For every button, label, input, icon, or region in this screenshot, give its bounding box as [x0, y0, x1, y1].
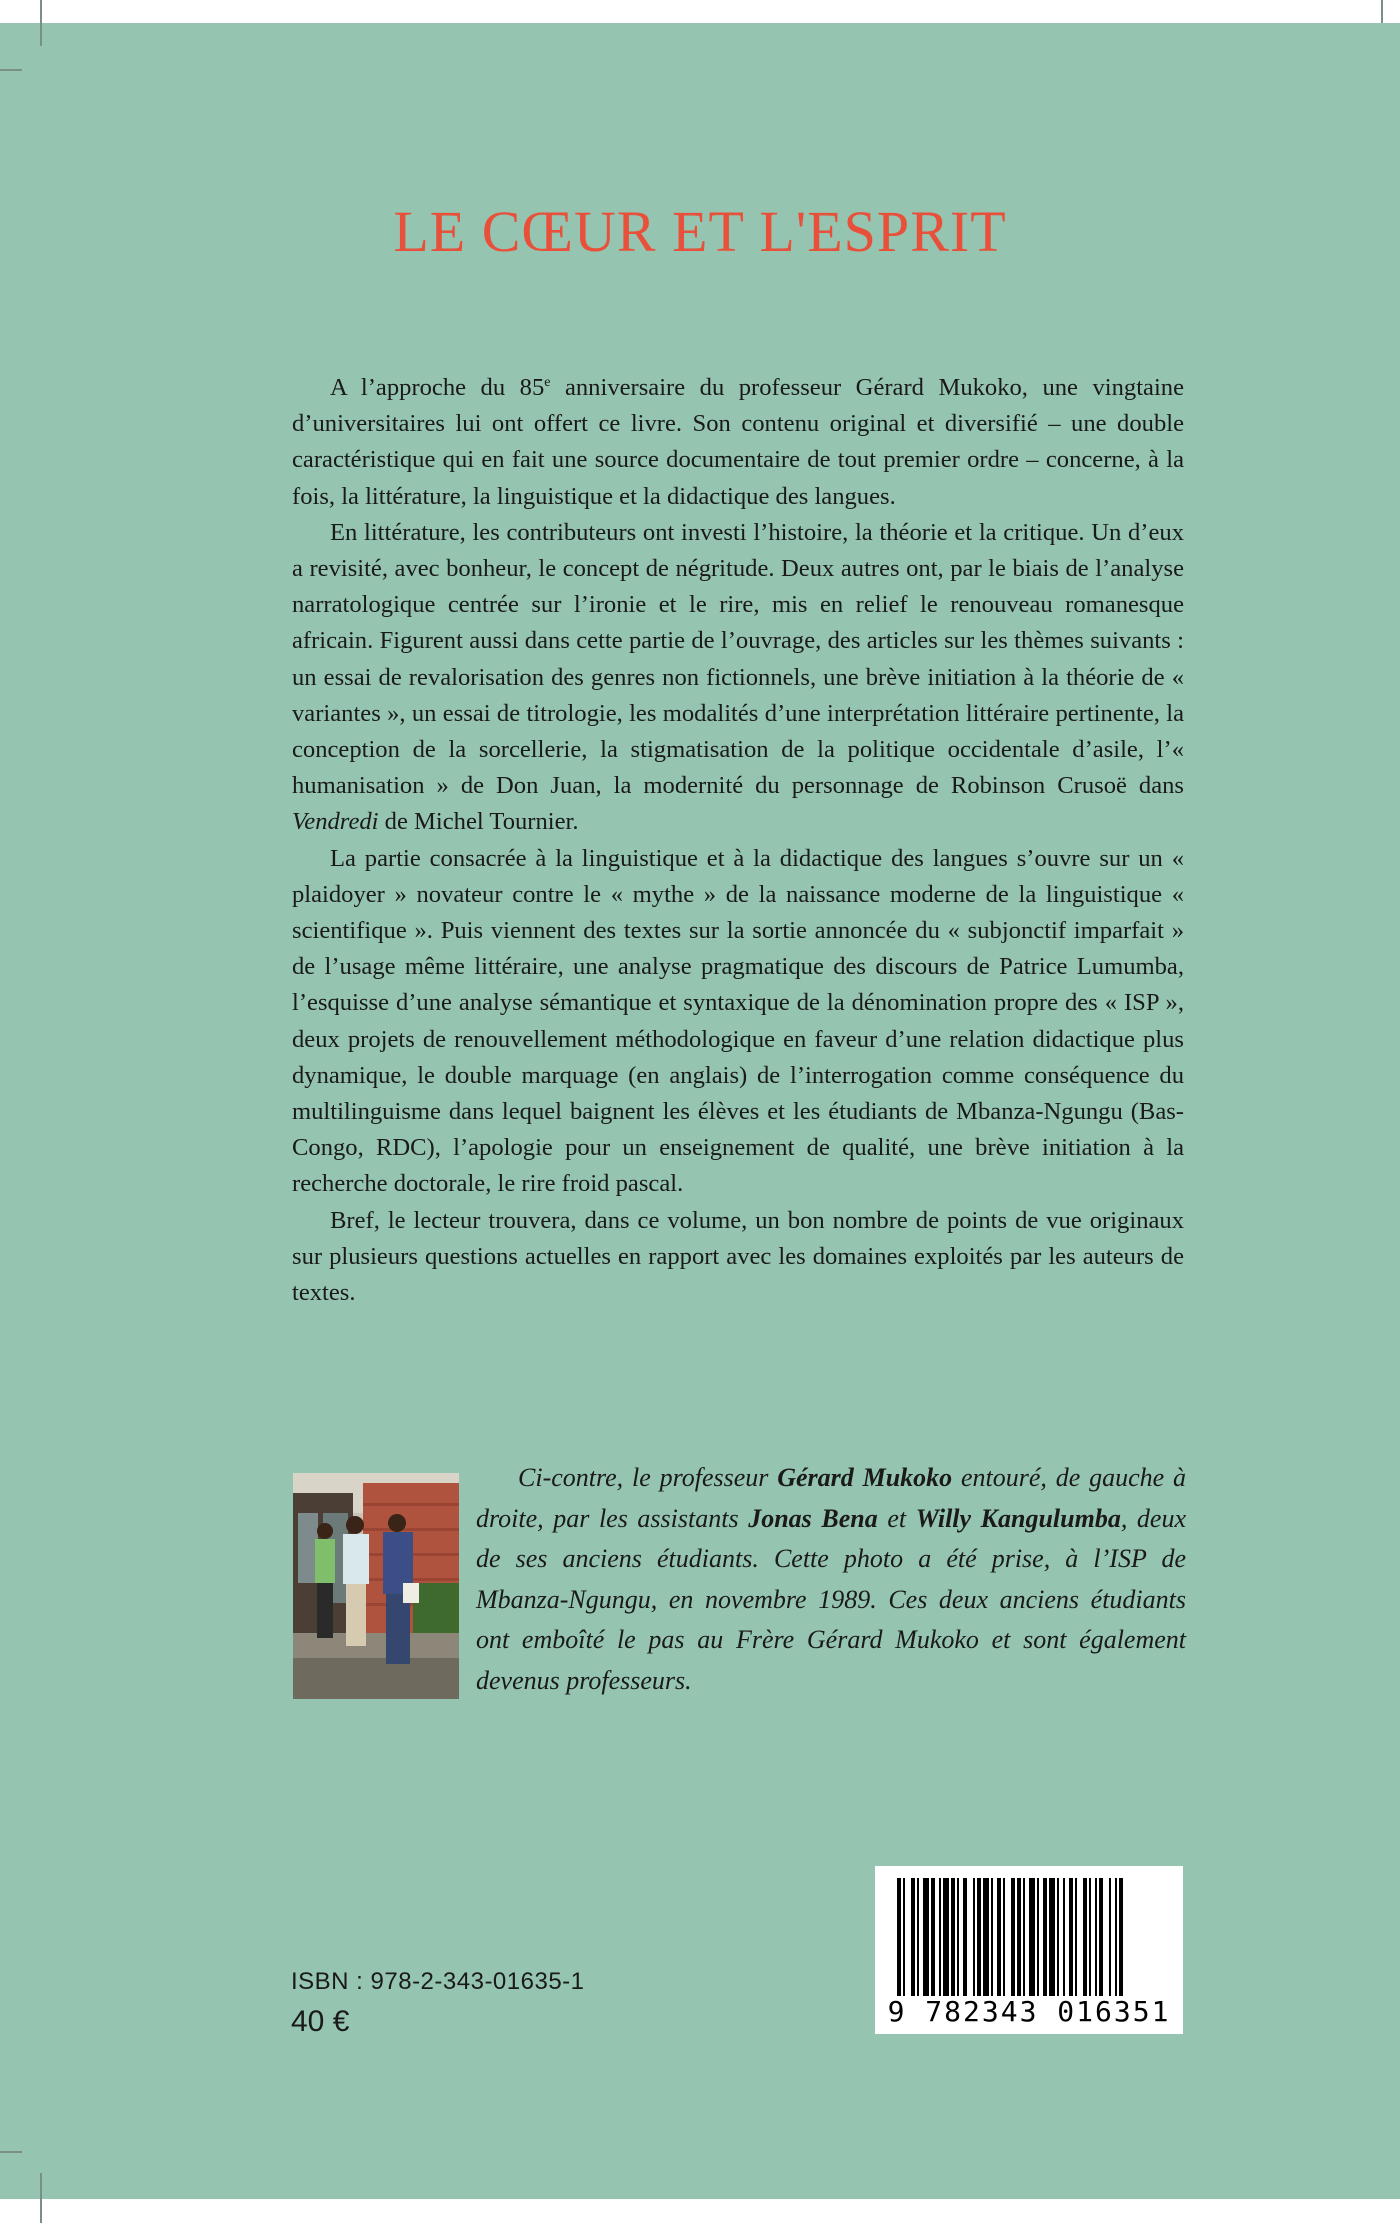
- isbn-number: ISBN : 978-2-343-01635-1: [291, 1968, 585, 1995]
- barcode-bars: [875, 1866, 1183, 1996]
- crop-mark-top-right: [1381, 0, 1383, 23]
- back-cover-summary: [292, 370, 1184, 1311]
- caption-name-gerard-mukoko: Gérard Mukoko: [777, 1463, 953, 1492]
- barcode: [875, 1866, 1183, 2034]
- author-photo: [293, 1473, 459, 1699]
- crop-mark-bottom-left: [40, 2173, 42, 2223]
- book-title: LE CŒUR ET L'ESPRIT: [393, 199, 1007, 264]
- price: 40 €: [291, 2005, 350, 2038]
- crop-mark-left-bottom: [0, 2151, 22, 2153]
- author-photo-image: [293, 1473, 459, 1699]
- summary-paragraph-2: En littérature, les contributeurs ont investi l’histoire, la théorie et la critique. Un d’eux a revisité, avec bonheur, le concept de négritude. Deux autres ont, par le biais de l’analyse narratologique centrée sur l’ironie et le rire, mis en relief le renouveau romanesque africain. Figurent aussi dans cette partie de l’ouvrage, des articles sur les thèmes suivants : un essai de revalorisation des genres non fictionnels, une brève initiation à la théorie de « variantes », un essai de titrologie, les modalités d’une interprétation littéraire pertinente, la conception de la sorcellerie, la stigmatisation de la politique occidentale d’asile, l’« humanisation » de Don Juan, la modernité du personnage de Robinson Crusoë dans Vendredi de Michel Tournier.: [292, 518, 1184, 836]
- summary-paragraph-4: Bref, le lecteur trouvera, dans ce volume, un bon nombre de points de vue originaux sur plusieurs questions actuelles en rapport avec les domaines exploités par les auteurs de textes.: [292, 1206, 1184, 1307]
- caption-name-jonas-bena: Jonas Bena: [748, 1503, 878, 1533]
- crop-mark-left-top: [0, 69, 22, 71]
- summary-paragraph-3: La partie consacrée à la linguistique et à la didactique des langues s’ouvre sur un « plaidoyer » novateur contre le « mythe » de la naissance moderne de la linguistique « scientifique ». Puis viennent des textes sur la sortie annoncée du « subjonctif imparfait » de l’usage même littéraire, une analyse pragmatique des discours de Patrice Lumumba, l’esquisse d’une analyse sémantique et syntaxique de la dénomination propre des « ISP », deux projets de renouvellement méthodologique en faveur d’une relation didactique plus dynamique, le double marquage (en anglais) de l’interrogation comme conséquence du multilinguisme dans lequel baignent les élèves et les étudiants de Mbanza-Ngungu (Bas-Congo, RDC), l’apologie pour un enseignement de qualité, une brève initiation à la recherche doctorale, le rire froid pascal.: [292, 844, 1184, 1198]
- summary-paragraph-1: A l’approche du 85e anniversaire du professeur Gérard Mukoko, une vingtaine d’universitaires lui ont offert ce livre. Son contenu original et diversifié – une double caractéristique qui en fait une source documentaire de tout premier ordre – concerne, à la fois, la littérature, la linguistique et la didactique des langues.: [292, 374, 1184, 510]
- barcode-digits: 9 782343 016351: [887, 1995, 1171, 2028]
- caption-name-willy-kangulumba: Willy Kangulumba: [915, 1503, 1121, 1533]
- photo-caption-text: Ci-contre, le professeur Gérard Mukoko entouré, de gauche à droite, par les assistants Jonas Bena et Willy Kangulumba, deux de ses anciens étudiants. Cette photo a été prise, à l’ISP de Mbanza-Ngungu, en novembre 1989. Ces deux anciens étudiants ont emboîté le pas au Frère Gérard Mukoko et sont également devenus professeurs.: [476, 1463, 1187, 1695]
- crop-mark-top-left: [40, 0, 42, 46]
- photo-caption: [476, 1458, 1186, 1701]
